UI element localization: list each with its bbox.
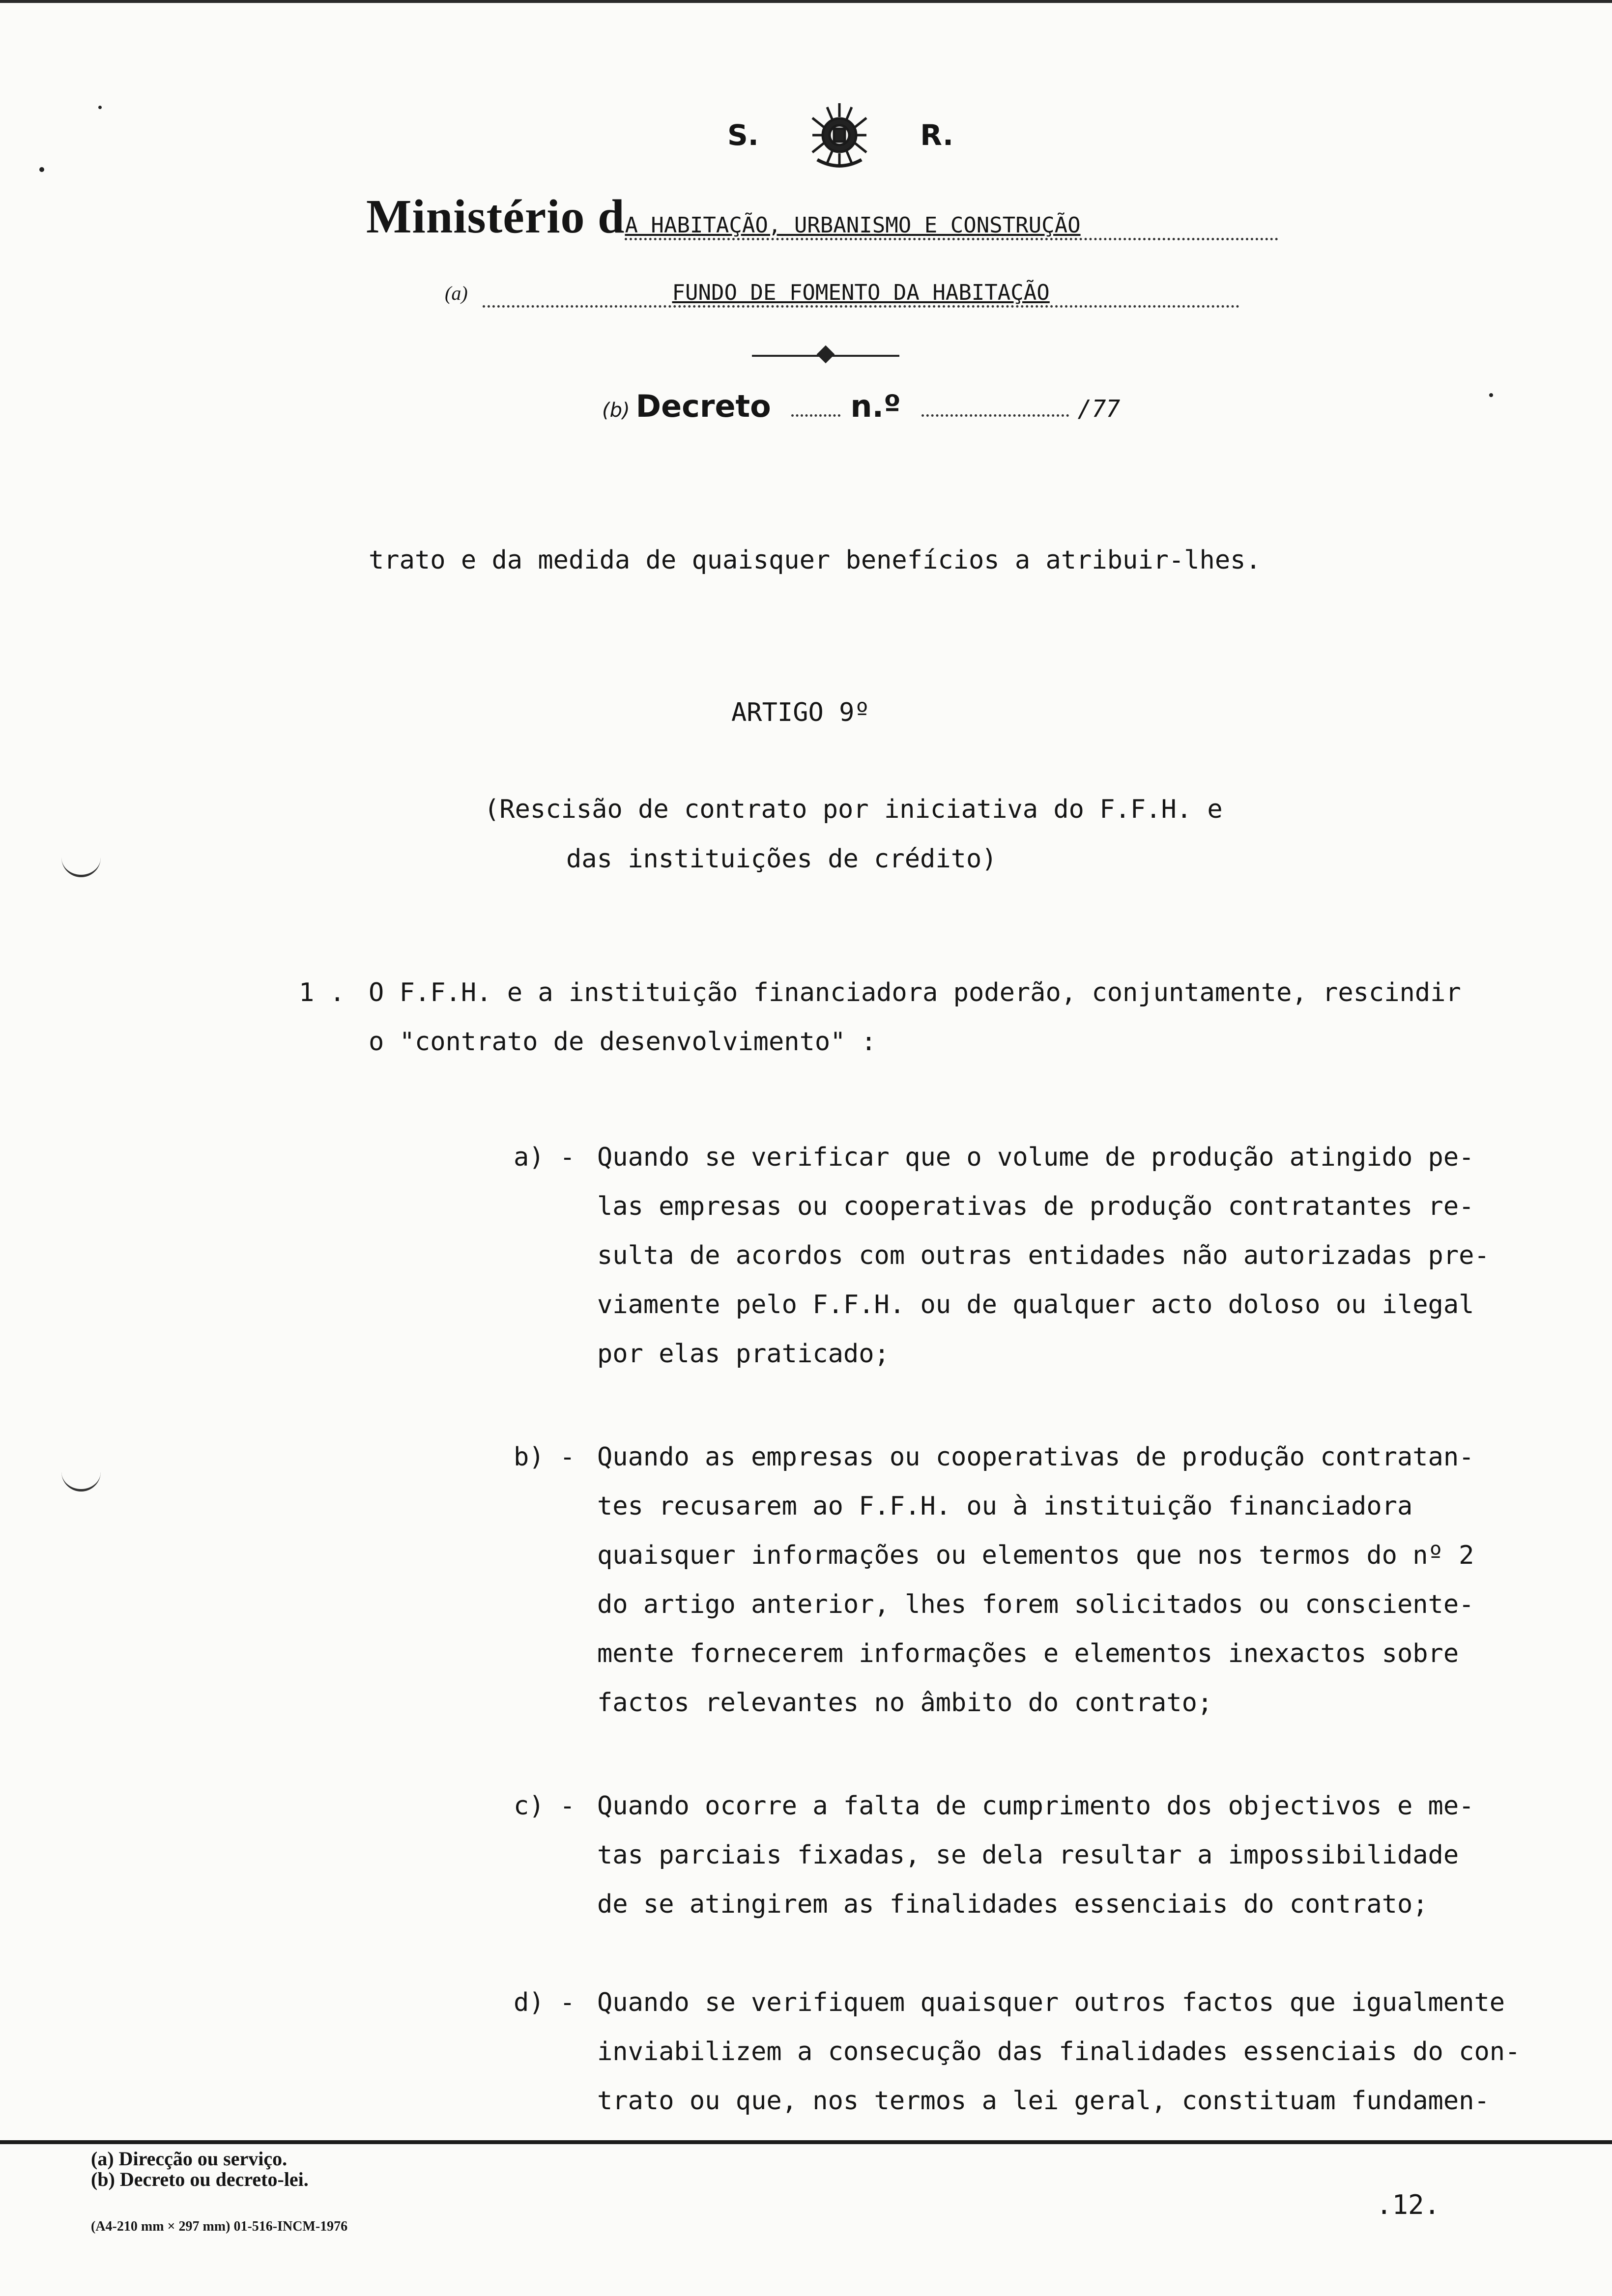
- footnote-label-b: (b): [602, 399, 630, 422]
- item-b-line: mente fornecerem informações e elementos inexactos sobre: [597, 1639, 1459, 1668]
- s-letter: S.: [727, 118, 759, 152]
- item-a-line: las empresas ou cooperativas de produção contratantes re-: [597, 1192, 1474, 1221]
- footnotes: [91, 2149, 309, 2190]
- paragraph-1-line-2: o "contrato de desenvolvimento" :: [369, 1027, 877, 1057]
- item-a-marker: a) -: [514, 1143, 576, 1172]
- decree-year: /77: [1077, 395, 1121, 423]
- decree-line: [602, 388, 1120, 424]
- coat-of-arms-icon: [803, 98, 876, 172]
- punch-hole-mark: [61, 1469, 101, 1492]
- item-b-line: Quando as empresas ou cooperativas de produção contratan-: [597, 1442, 1474, 1472]
- ministry-line: [366, 189, 1278, 244]
- item-d-line: trato ou que, nos termos a lei geral, constituam fundamen-: [597, 2086, 1490, 2116]
- decree-number-blank: [921, 414, 1069, 417]
- scan-speck: [98, 106, 102, 109]
- footnote-label-a: (a): [445, 282, 468, 304]
- decree-word: Decreto: [635, 388, 771, 424]
- footnote-b: (b) Decreto ou decreto-lei.: [91, 2168, 309, 2190]
- item-b-line: factos relevantes no âmbito do contrato;: [597, 1688, 1213, 1718]
- republic-heading: [727, 96, 953, 174]
- item-a-line: Quando se verificar que o volume de produção atingido pe-: [597, 1143, 1474, 1172]
- article-subtitle-line-2: das instituições de crédito): [566, 844, 997, 874]
- item-d-line: Quando se verifiquem quaisquer outros factos que igualmente: [597, 1988, 1505, 2017]
- item-b-line: quaisquer informações ou elementos que nos termos do nº 2: [597, 1541, 1474, 1570]
- item-d-line: inviabilizem a consecução das finalidades essenciais do con-: [597, 2037, 1521, 2066]
- item-a-line: por elas praticado;: [597, 1339, 890, 1369]
- scan-speck: [39, 167, 44, 172]
- r-letter: R.: [920, 118, 953, 152]
- footer-rule: [0, 2140, 1612, 2144]
- top-border-line: [0, 0, 1612, 3]
- page-number: .12.: [1376, 2189, 1440, 2220]
- article-subtitle-line-1: (Rescisão de contrato por iniciativa do F.F.H. e: [484, 795, 1223, 824]
- item-b-marker: b) -: [514, 1442, 576, 1472]
- item-c-line: tas parciais fixadas, se dela resultar a impossibilidade: [597, 1840, 1459, 1870]
- paragraph-1-line-1: O F.F.H. e a instituição financiadora poderão, conjuntamente, rescindir: [369, 978, 1461, 1007]
- article-title: ARTIGO 9º: [731, 698, 870, 727]
- number-label: n.º: [850, 388, 901, 424]
- item-b-line: do artigo anterior, lhes forem solicitados ou consciente-: [597, 1590, 1474, 1619]
- form-reference: (A4-210 mm × 297 mm) 01-516-INCM-1976: [91, 2219, 348, 2234]
- department-line: [445, 280, 1239, 308]
- item-a-line: viamente pelo F.F.H. ou de qualquer acto doloso ou ilegal: [597, 1290, 1474, 1320]
- item-c-line: de se atingirem as finalidades essenciais do contrato;: [597, 1890, 1428, 1919]
- item-d-marker: d) -: [514, 1988, 576, 2017]
- item-c-line: Quando ocorre a falta de cumprimento dos objectivos e me-: [597, 1791, 1474, 1821]
- intro-line: trato e da medida de quaisquer benefícios a atribuir-lhes.: [369, 545, 1261, 575]
- decree-type-blank: [791, 414, 840, 417]
- department-name: FUNDO DE FOMENTO DA HABITAÇÃO: [483, 280, 1239, 308]
- divider-diamond-icon: [817, 345, 835, 364]
- paragraph-1-number: 1 .: [299, 978, 345, 1007]
- footnote-a: (a) Direcção ou serviço.: [91, 2148, 288, 2170]
- punch-hole-mark: [61, 855, 101, 877]
- ministry-name: A HABITAÇÃO, URBANISMO E CONSTRUÇÃO: [625, 213, 1278, 240]
- item-c-marker: c) -: [514, 1791, 576, 1821]
- item-b-line: tes recusarem ao F.F.H. ou à instituição financiadora: [597, 1492, 1413, 1521]
- ministry-prefix: Ministério d: [366, 190, 625, 243]
- scan-speck: [1489, 393, 1493, 397]
- item-a-line: sulta de acordos com outras entidades não autorizadas pre-: [597, 1241, 1490, 1270]
